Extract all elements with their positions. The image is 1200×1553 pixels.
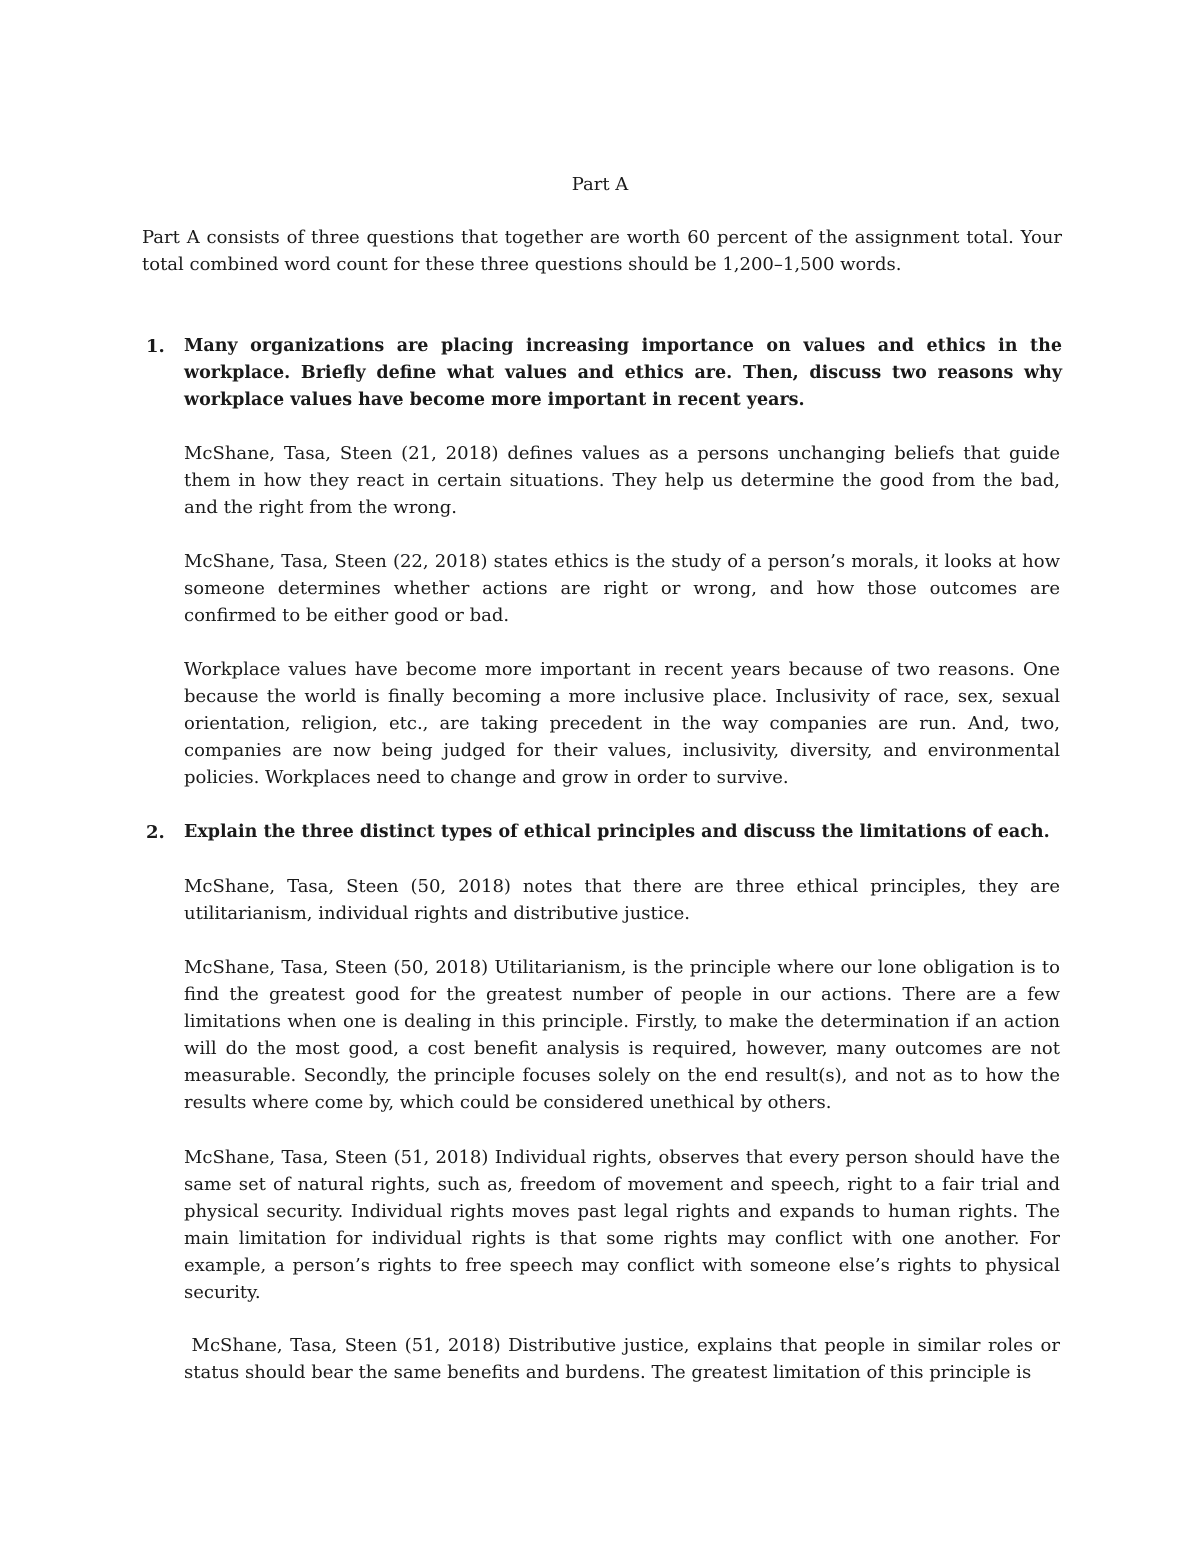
q1-answer-paragraph-1: McShane, Tasa, Steen (21, 2018) defines values as a persons unchanging beliefs that guide them in how they react in certain situations. They help us determine the good from the bad, and the right from the wrong. bbox=[184, 443, 1060, 518]
intro-paragraph: Part A consists of three questions that together are worth 60 percent of the assignment total. Your total combined word count for these three questions should be 1,200–1,500 words. bbox=[142, 227, 1062, 275]
q2-answer-paragraph-3: McShane, Tasa, Steen (51, 2018) Individual rights, observes that every person should have the same set of natural rights, such as, freedom of movement and speech, right to a fair trial and physical security. Individual rights moves past legal rights and expands to human rights. The main limitation for individual rights is that some rights may conflict with one another. For example, a person’s rights to free speech may conflict with someone else’s rights to physical security. bbox=[184, 1147, 1060, 1303]
page-title: Part A bbox=[571, 174, 629, 195]
question-1-prompt: Many organizations are placing increasing importance on values and ethics in the workplace. Briefly define what values and ethics are. Then, discuss two reasons why workplace values have become more important in recent years. bbox=[184, 336, 1062, 410]
question-2-number: 2. bbox=[146, 822, 165, 843]
question-2 bbox=[142, 819, 1062, 846]
q1-answer-paragraph-2: McShane, Tasa, Steen (22, 2018) states ethics is the study of a person’s morals, it looks at how someone determines whether actions are right or wrong, and how those outcomes are confirmed to be either good or bad. bbox=[184, 551, 1060, 626]
question-2-prompt: Explain the three distinct types of ethical principles and discuss the limitations of each. bbox=[184, 822, 1050, 842]
question-1 bbox=[142, 333, 1062, 414]
q2-answer-paragraph-1: McShane, Tasa, Steen (50, 2018) notes that there are three ethical principles, they are utilitarianism, individual rights and distributive justice. bbox=[184, 876, 1060, 924]
question-1-number: 1. bbox=[146, 336, 165, 357]
q2-answer-paragraph-4: McShane, Tasa, Steen (51, 2018) Distributive justice, explains that people in similar roles or status should bear the same benefits and burdens. The greatest limitation of this principle is bbox=[184, 1335, 1066, 1383]
q2-answer-paragraph-2: McShane, Tasa, Steen (50, 2018) Utilitarianism, is the principle where our lone obligation is to find the greatest good for the greatest number of people in our actions. There are a few limitations when one is dealing in this principle. Firstly, to make the determination if an action will do the most good, a cost benefit analysis is required, however, many outcomes are not measurable. Secondly, the principle focuses solely on the end result(s), and not as to how the results where come by, which could be considered unethical by others. bbox=[184, 957, 1060, 1113]
q1-answer-paragraph-3: Workplace values have become more important in recent years because of two reasons. One because the world is finally becoming a more inclusive place. Inclusivity of race, sex, sexual orientation, religion, etc., are taking precedent in the way companies are run. And, two, companies are now being judged for their values, inclusivity, diversity, and environmental policies. Workplaces need to change and grow in order to survive. bbox=[184, 659, 1060, 788]
